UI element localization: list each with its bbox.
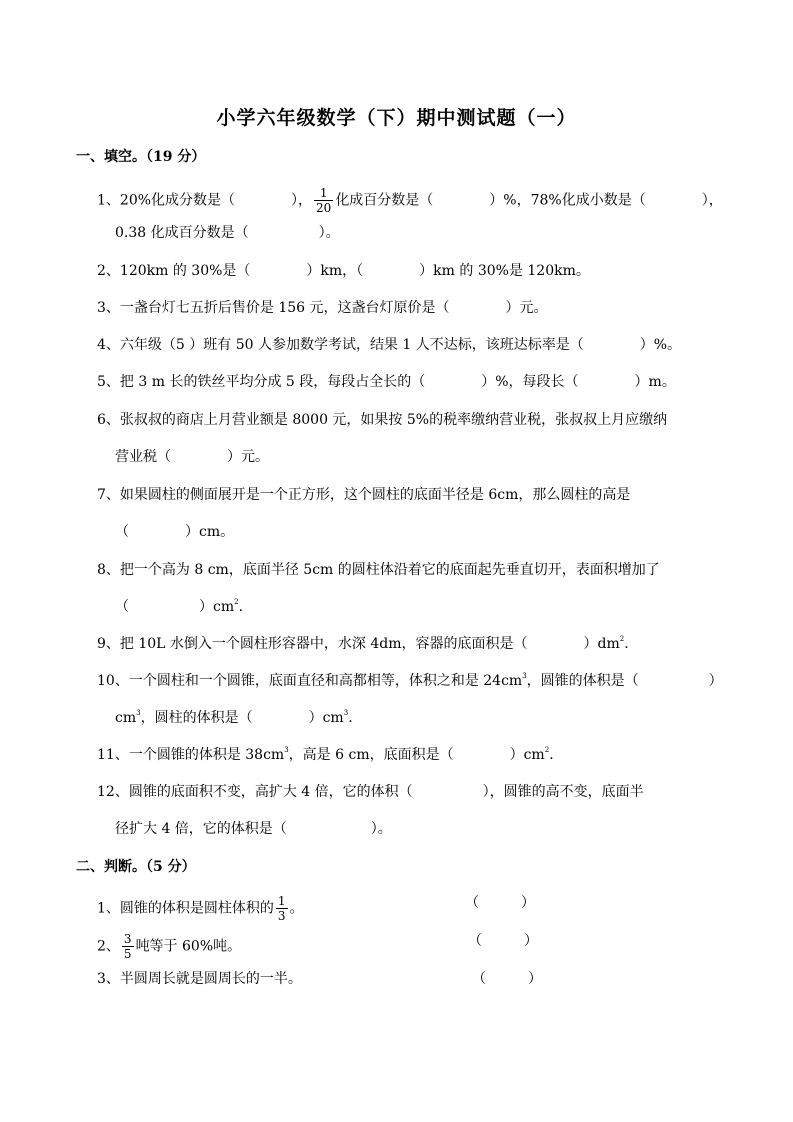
j1-fraction xyxy=(276,894,288,923)
j1-fraction-denominator: 3 xyxy=(277,909,286,923)
q10-text-a: 10、一个圆柱和一个圆锥，底面直径和高都相等，体积之和是 24cm xyxy=(97,673,523,689)
q10-text-b2: ，圆柱的体积是（ ）cm xyxy=(140,710,344,726)
q10-superscript-b1: 3 xyxy=(136,709,141,717)
j2-fraction xyxy=(122,932,134,961)
question-9 xyxy=(97,635,629,653)
question-4: 4、六年级（5 ）班有 50 人参加数学考试，结果 1 人不达标，该班达标率是（ ）%。 xyxy=(97,337,682,353)
q1-text-a: 1、20%化成分数是（ ）， xyxy=(97,192,313,209)
question-7-line-2: （ ）cm。 xyxy=(115,524,235,540)
q8-superscript: 2 xyxy=(234,598,239,606)
question-10-line-2 xyxy=(115,709,353,727)
judgement-3-answer-parens: （ ） xyxy=(472,971,542,987)
q11-text-b: ，高是 6 cm，底面积是（ ）cm xyxy=(288,747,545,763)
j2-fraction-denominator: 5 xyxy=(123,947,132,961)
j2-fraction-numerator: 3 xyxy=(123,932,132,946)
section-heading-fill-blank: 一、填空。（19 分） xyxy=(76,149,206,165)
judgement-3: 3、半圆周长就是圆周长的一半。 xyxy=(97,971,302,987)
q1-fraction-numerator: 1 xyxy=(314,186,333,201)
q10-text-b1: cm xyxy=(115,710,137,726)
q9-superscript: 2 xyxy=(619,635,625,643)
j1-text-a: 1、圆锥的体积是圆柱体积的 xyxy=(97,900,274,917)
judgement-2 xyxy=(97,932,241,961)
j2-text-a: 2、 xyxy=(97,938,120,955)
question-6-line-2: 营业税（ ）元。 xyxy=(115,449,269,465)
judgement-1-answer-parens: （ ） xyxy=(465,895,535,911)
question-3: 3、一盏台灯七五折后售价是 156 元，这盏台灯原价是（ ）元。 xyxy=(97,300,548,316)
q1-text-b: 化成百分数是（ ）%，78%化成小数是（ ）， xyxy=(335,192,723,209)
question-8-line-1: 8、把一个高为 8 cm，底面半径 5cm 的圆柱体沿着它的底面起先垂直切开，表面积增加了 xyxy=(97,562,660,578)
question-11 xyxy=(97,746,554,764)
q8-end: . xyxy=(238,599,244,615)
q10-text-a2: ，圆锥的体积是（ ） xyxy=(526,673,723,689)
question-5: 5、把 3 m 长的铁丝平均分成 5 段，每段占全长的（ ）%，每段长（ ）m。 xyxy=(97,374,676,390)
question-1-line-1 xyxy=(97,186,723,215)
q9-text: 9、把 10L 水倒入一个圆柱形容器中，水深 4dm，容器的底面积是（ ）dm xyxy=(97,636,620,652)
question-8-line-2 xyxy=(115,598,243,616)
question-1-line-2: 0.38 化成百分数是（ ）。 xyxy=(115,225,340,241)
question-6-line-1: 6、张叔叔的商店上月营业额是 8000 元，如果按 5%的税率缴纳营业税，张叔叔上月应缴纳 xyxy=(97,412,668,428)
q8-text-b: （ ）cm xyxy=(115,599,235,615)
question-10-line-1 xyxy=(97,672,723,690)
judgement-2-answer-parens: （ ） xyxy=(468,933,538,949)
question-7-line-1: 7、如果圆柱的侧面展开是一个正方形，这个圆柱的底面半径是 6cm，那么圆柱的高是 xyxy=(97,487,631,503)
q11-superscript-1: 3 xyxy=(284,746,289,754)
q11-superscript-2: 2 xyxy=(544,746,550,754)
section-heading-true-false: 二、判断。（5 分） xyxy=(76,859,196,875)
page-title: 小学六年级数学（下）期中测试题（一） xyxy=(216,107,577,129)
j1-text-b: 。 xyxy=(289,900,304,917)
q10-end: . xyxy=(348,710,353,726)
j2-text-b: 吨等于 60%吨。 xyxy=(135,938,242,955)
q10-superscript-b2: 3 xyxy=(343,709,349,717)
j1-fraction-numerator: 1 xyxy=(277,894,286,908)
question-12-line-1: 12、圆锥的底面积不变，高扩大 4 倍，它的体积（ ），圆锥的高不变，底面半 xyxy=(97,784,644,800)
q1-fraction xyxy=(314,186,333,215)
q9-end: . xyxy=(624,636,629,652)
q11-end: . xyxy=(549,747,554,763)
question-2: 2、120km 的 30%是（ ）km，（ ）km 的 30%是 120km。 xyxy=(97,263,590,279)
q1-fraction-denominator: 20 xyxy=(316,201,332,215)
question-12-line-2: 径扩大 4 倍，它的体积是（ ）。 xyxy=(115,821,392,837)
judgement-1 xyxy=(97,894,304,923)
q10-superscript-a: 3 xyxy=(522,672,527,680)
q11-text-a: 11、一个圆锥的体积是 38cm xyxy=(97,747,285,763)
